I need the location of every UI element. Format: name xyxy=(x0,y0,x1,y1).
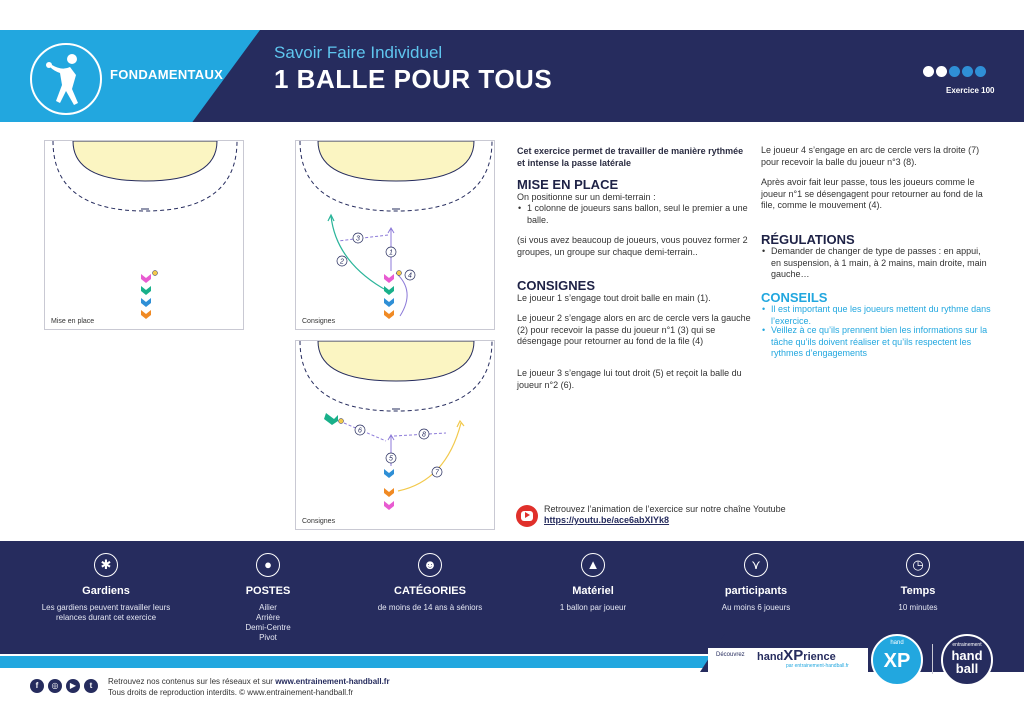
hxp-rience: rience xyxy=(803,651,836,663)
info-title: participants xyxy=(724,585,788,597)
goalkeeper-icon: ✱ xyxy=(94,553,118,577)
hb-logo-line: ball xyxy=(955,661,979,676)
social-links xyxy=(30,679,98,693)
clock-icon: ◷ xyxy=(906,553,930,577)
youtube-text: Retrouvez l’animation de l’exercice sur notre chaîne Youtube xyxy=(544,504,786,514)
hb-logo-line: hand xyxy=(951,648,983,663)
court-diagram-instructions-2 xyxy=(295,340,495,530)
heading-consignes: CONSIGNES xyxy=(517,278,596,293)
info-desc: relances durant cet exercice xyxy=(55,613,157,622)
diagram-caption: Consignes xyxy=(302,518,336,525)
ball-icon xyxy=(975,66,986,77)
group-icon: ☻ xyxy=(418,553,442,577)
play-icon xyxy=(525,512,530,518)
info-desc: Au moins 6 joueurs xyxy=(721,603,791,612)
intro-text: Cet exercice permet de travailler de manière rythmée et intense la passe latérale xyxy=(517,146,744,168)
ball-icon xyxy=(936,66,947,77)
step-label: 7 xyxy=(435,469,439,477)
tip-1: • Il est important que les joueurs mettent du rythme dans l’exercice. xyxy=(761,304,993,327)
footer-networks-pre: Retrouvez nos contenus sur les réseaux et sur xyxy=(108,677,276,686)
court-diagram-setup xyxy=(44,140,244,330)
hxp-hand: hand xyxy=(757,651,784,663)
info-title: Temps xyxy=(900,585,936,597)
diagram-caption: Mise en place xyxy=(51,318,95,325)
step-label: 6 xyxy=(358,427,362,435)
info-desc: Ailier xyxy=(259,603,277,612)
diagram-caption: Consignes xyxy=(302,318,336,325)
instruction-1: Le joueur 1 s’engage tout droit balle en main (1). xyxy=(517,293,711,303)
instagram-icon[interactable]: ◎ xyxy=(48,679,62,693)
step-label: 3 xyxy=(356,235,360,243)
xp-logo-top: hand xyxy=(890,640,904,646)
info-desc: Arrière xyxy=(255,613,280,622)
ball-icon xyxy=(949,66,960,77)
info-desc: Demi-Centre xyxy=(245,623,291,632)
hxp-xp: XP xyxy=(783,647,804,664)
handxperience-subtitle: par entrainement-handball.fr xyxy=(786,663,849,669)
step-label: 1 xyxy=(389,249,393,257)
instruction-5: Après avoir fait leur passe, tous les joueurs comme le joueur n°1 se désengagent pour retourner au fond de la file, comme le mouvement (4). xyxy=(761,177,983,210)
court-diagram-instructions-1 xyxy=(295,140,495,330)
page-title: 1 BALLE POUR TOUS xyxy=(274,64,553,94)
heading-conseils: CONSEILS xyxy=(761,290,828,305)
info-gardiens xyxy=(16,550,196,623)
youtube-link[interactable]: https://youtu.be/ace6abXIYk8 xyxy=(544,515,670,525)
hb-logo-top: entrainement xyxy=(952,642,982,648)
facebook-icon[interactable]: f xyxy=(30,679,44,693)
instruction-2: Le joueur 2 s’engage alors en arc de cercle vers la gauche (2) pour recevoir la passe du joueur n°1 (3) qui se désengage pour retourner au fond de la file (4) xyxy=(517,313,751,346)
player-logo-icon xyxy=(30,43,102,115)
info-desc: de moins de 14 ans à séniors xyxy=(377,603,483,612)
info-participants xyxy=(666,550,846,613)
player-column xyxy=(384,271,402,320)
info-desc: Les gardiens peuvent travailler leurs xyxy=(41,603,171,612)
step-label: 4 xyxy=(408,272,412,280)
tip-2: • Veillez à ce qu’ils prennent bien les informations sur la tâche qu’ils doivent réaliser et qu’ils respectent les rythmes d’engagements xyxy=(761,325,993,360)
page-subtitle: Savoir Faire Individuel xyxy=(274,43,443,62)
info-title: Matériel xyxy=(572,585,614,597)
info-title: CATÉGORIES xyxy=(394,585,466,597)
footer-networks-text xyxy=(108,677,390,686)
info-desc: 10 minutes xyxy=(898,603,938,612)
setup-bullet: • 1 colonne de joueurs sans ballon, seul le premier a une balle. xyxy=(517,203,752,226)
info-categories xyxy=(340,550,520,613)
regulation-bullet: • Demander de changer de type de passes : en appui, en suspension, à 1 main, à 2 mains, main droite, main gauche… xyxy=(761,246,993,281)
info-title: POSTES xyxy=(245,585,291,597)
category-label: FONDAMENTAUX xyxy=(110,67,224,82)
heading-regulations: RÉGULATIONS xyxy=(761,232,855,247)
footer-accent-strip xyxy=(0,656,740,668)
twitter-icon[interactable]: t xyxy=(84,679,98,693)
logo-separator xyxy=(932,644,933,674)
hb-logo-text xyxy=(943,649,991,675)
ball-icon xyxy=(923,66,934,77)
ball-icon: ● xyxy=(256,553,280,577)
setup-lead: On positionne sur un demi-terrain : xyxy=(517,192,656,202)
difficulty-rating xyxy=(923,66,986,77)
cone-icon: ▲ xyxy=(581,553,605,577)
step-label: 2 xyxy=(340,258,344,266)
footer-copyright: Tous droits de reproduction interdits. © www.entrainement-handball.fr xyxy=(108,688,354,697)
info-desc: Pivot xyxy=(259,633,277,642)
info-title: Gardiens xyxy=(82,585,130,597)
info-postes xyxy=(178,550,358,643)
info-desc: 1 ballon par joueur xyxy=(559,603,627,612)
entrainement-handball-logo[interactable] xyxy=(941,634,993,686)
step-label: 5 xyxy=(389,455,393,463)
step-label: 8 xyxy=(422,431,426,439)
exercise-number: Exercice 100 xyxy=(946,86,995,95)
instruction-3: Le joueur 3 s’engage lui tout droit (5) et reçoit la balle du joueur n°2 (6). xyxy=(517,368,742,390)
info-temps xyxy=(828,550,1008,613)
setup-note: (si vous avez beaucoup de joueurs, vous pouvez former 2 groupes, un groupe sur chaque demi-terrain.. xyxy=(517,235,748,257)
discover-label: Découvrez xyxy=(716,652,745,658)
footer-site-link[interactable]: www.entrainement-handball.fr xyxy=(275,677,390,686)
instruction-4: Le joueur 4 s’engage en arc de cercle vers la droite (7) pour recevoir la balle du joueur n°3 (8). xyxy=(761,145,980,167)
xp-logo[interactable] xyxy=(871,634,923,686)
heading-mise-en-place: MISE EN PLACE xyxy=(517,177,619,192)
player-column xyxy=(141,271,158,320)
info-materiel xyxy=(503,550,683,613)
handxperience-logo xyxy=(757,647,836,664)
ball-icon xyxy=(962,66,973,77)
youtube-social-icon[interactable]: ▶ xyxy=(66,679,80,693)
xp-logo-text: XP xyxy=(883,650,911,672)
player-column xyxy=(384,469,394,510)
players-icon: ⋎ xyxy=(744,553,768,577)
